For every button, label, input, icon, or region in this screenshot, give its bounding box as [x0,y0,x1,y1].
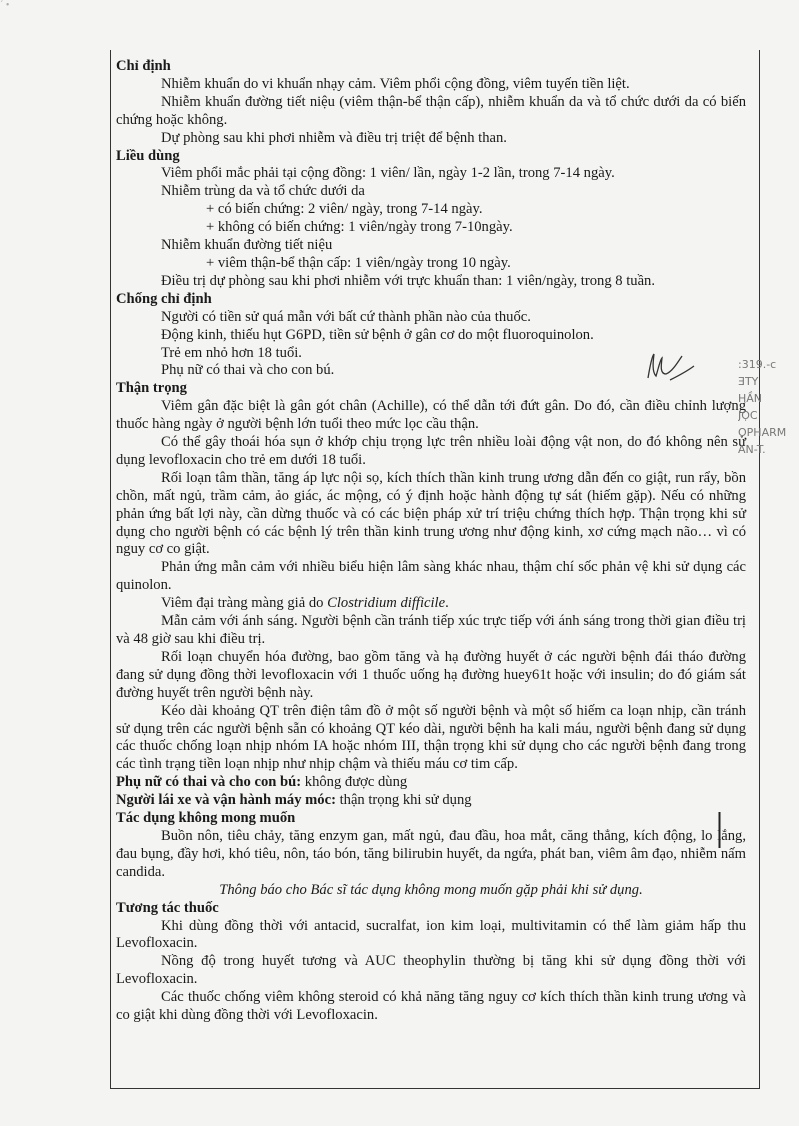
paragraph: Thông báo cho Bác sĩ tác dụng không mong muốn gặp phải khi sử dụng. [219,881,643,898]
paragraph: Người có tiền sử quá mẫn với bất cứ thành phần nào của thuốc. [161,308,531,325]
stamp-line: :319.-c [738,358,777,371]
paragraph: Nhiễm khuẩn đường tiết niệu (viêm thận-bể thận cấp), nhiễm khuẩn da và tổ chức dưới da có biến chứng hoặc không. [116,93,746,128]
stamp-line: AN-T. [738,443,766,456]
paragraph: Rối loạn tâm thần, tăng áp lực nội sọ, kích thích thần kinh trung ương dẫn đến co giật, run rẩy, bồn chồn, mất ngủ, trầm cảm, ảo giác, ác mộng, có ý định hoặc hành động tự sát (hiếm gặp). Nếu có những phản ứng bất lợi này, cần dừng thuốc và có các biện pháp xử trí triệu chứng thích hợp. Thận trọng khi sử dụng cho người bệnh có các bệnh lý trên thần kinh trung ương như động kinh, xơ cứng mạch não… vì có nguy cơ co giật. [116,469,746,558]
paragraph: Phụ nữ có thai và cho con bú. [161,362,335,379]
paragraph: Kéo dài khoảng QT trên điện tâm đồ ở một số người bệnh và một số hiếm ca loạn nhịp, cần tránh sử dụng trên các người bệnh sẵn có khoảng QT kéo dài, người bệnh ha kali máu, người bệnh đang sử dụng các thuốc chống loạn nhịp nhóm IA hoặc nhóm III, thận trọng khi sử dụng cho các người bệnh đang trong các tình trạng tiền loạn nhịp như nhịp chậm và thiếu máu cơ tim cấp. [116,702,746,773]
handwritten-signature [640,348,700,388]
paragraph: Nhiễm khuẩn do vi khuẩn nhạy cảm. Viêm phổi cộng đồng, viêm tuyến tiền liệt. [161,75,630,92]
paragraph: Các thuốc chống viêm không steroid có khả năng tăng nguy cơ kích thích thần kinh trung ương và co giật khi dùng đồng thời với Levofloxacin. [116,989,746,1024]
section-heading: Liều dùng [116,147,180,164]
stamp-line: ƎTY [738,375,759,388]
paragraph: Phản ứng mẫn cảm với nhiều biểu hiện lâm sàng khác nhau, thậm chí sốc phản vệ khi sử dụng các quinolon. [116,559,746,594]
section-heading: Chỉ định [116,58,171,74]
paragraph: + có biến chứng: 2 viên/ ngày, trong 7-14 ngày. [206,201,483,218]
paragraph: Động kinh, thiếu hụt G6PD, tiền sử bệnh ở gân cơ do một fluoroquinolon. [161,326,594,343]
paragraph: + viêm thận-bể thận cấp: 1 viên/ngày trong 10 ngày. [206,254,511,271]
inline-heading-label: Phụ nữ có thai và cho con bú: [116,774,302,791]
section-heading: Chống chỉ định [116,290,212,307]
paragraph: Buồn nôn, tiêu chảy, tăng enzym gan, mất ngủ, đau đầu, hoa mắt, căng thẳng, kích động, lo lắng, đau bụng, đầy hơi, khó tiêu, nôn, táo bón, tăng bilirubin huyết, da ngứa, phát ban, viêm âm đạo, nhiễm nấm candida. [116,827,746,880]
species-name: Clostridium difficile [327,595,446,612]
stamp-line: JỌC [738,409,758,422]
document-body [116,58,746,1025]
section-heading: Tác dụng không mong muốn [116,810,296,827]
stamp [738,356,799,506]
paragraph: Viêm gân đặc biệt là gân gót chân (Achille), có thể dẫn tới đứt gân. Do đó, cần điều chỉnh lượng thuốc hàng ngày ở người bệnh lớn tuổi theo mức lọc cầu thận. [116,398,746,433]
section-heading: Tương tác thuốc [116,899,219,916]
inline-heading-text: không được dùng [301,774,408,791]
paragraph [116,595,746,613]
paragraph: Có thể gây thoái hóa sụn ở khớp chịu trọng lực trên nhiều loài động vật non, do đó không nên sử dụng levofloxacin cho trẻ em dưới 18 tuổi. [116,434,746,468]
section-heading: Thận trọng [116,380,187,397]
corner-mark: ´ • [0,0,10,11]
paragraph-text: Viêm đại tràng màng giả do [161,595,328,612]
paragraph: Mẫn cảm với ánh sáng. Người bệnh cần tránh tiếp xúc trực tiếp với ánh sáng trong thời gian điều trị và 48 giờ sau khi điều trị. [116,613,746,647]
paragraph: + không có biến chứng: 1 viên/ngày trong 7-10ngày. [206,219,513,236]
paragraph: Khi dùng đồng thời với antacid, sucralfat, ion kim loại, multivitamin có thể làm giảm hấp thu Levofloxacin. [116,917,746,952]
paragraph: Rối loạn chuyển hóa đường, bao gồm tăng và hạ đường huyết ở các người bệnh đái tháo đường đang sử dụng đồng thời levofloxacin với 1 thuốc uống hạ đường huey61t hoặc với insulin; do đó giám sát đường huyết trên người bệnh này. [116,648,746,701]
paragraph: Trẻ em nhỏ hơn 18 tuổi. [161,344,302,361]
paragraph: Điều trị dự phòng sau khi phơi nhiễm với trực khuẩn than: 1 viên/ngày, trong 8 tuần. [161,272,655,289]
inline-heading-label: Người lái xe và vận hành máy móc: [116,792,336,809]
paragraph: Nhiễm khuẩn đường tiết niệu [161,237,333,254]
margin-tick-mark [718,812,721,848]
paragraph: Nhiễm trùng da và tổ chức dưới da [161,183,365,200]
inline-heading-line [116,774,746,792]
paragraph-text: . [445,595,449,612]
paragraph: Viêm phổi mắc phải tại cộng đồng: 1 viên/ lần, ngày 1-2 lần, trong 7-14 ngày. [161,165,615,182]
inline-heading-line [116,792,746,810]
stamp-line: OPHARM [738,426,787,439]
stamp-line: HẦN [738,392,763,405]
paragraph: Dự phòng sau khi phơi nhiễm và điều trị triệt để bệnh than. [161,129,507,146]
inline-heading-text: thận trọng khi sử dụng [335,792,472,809]
paragraph: Nồng độ trong huyết tương và AUC theophylin thường bị tăng khi sử dụng đồng thời với Levofloxacin. [116,953,746,988]
